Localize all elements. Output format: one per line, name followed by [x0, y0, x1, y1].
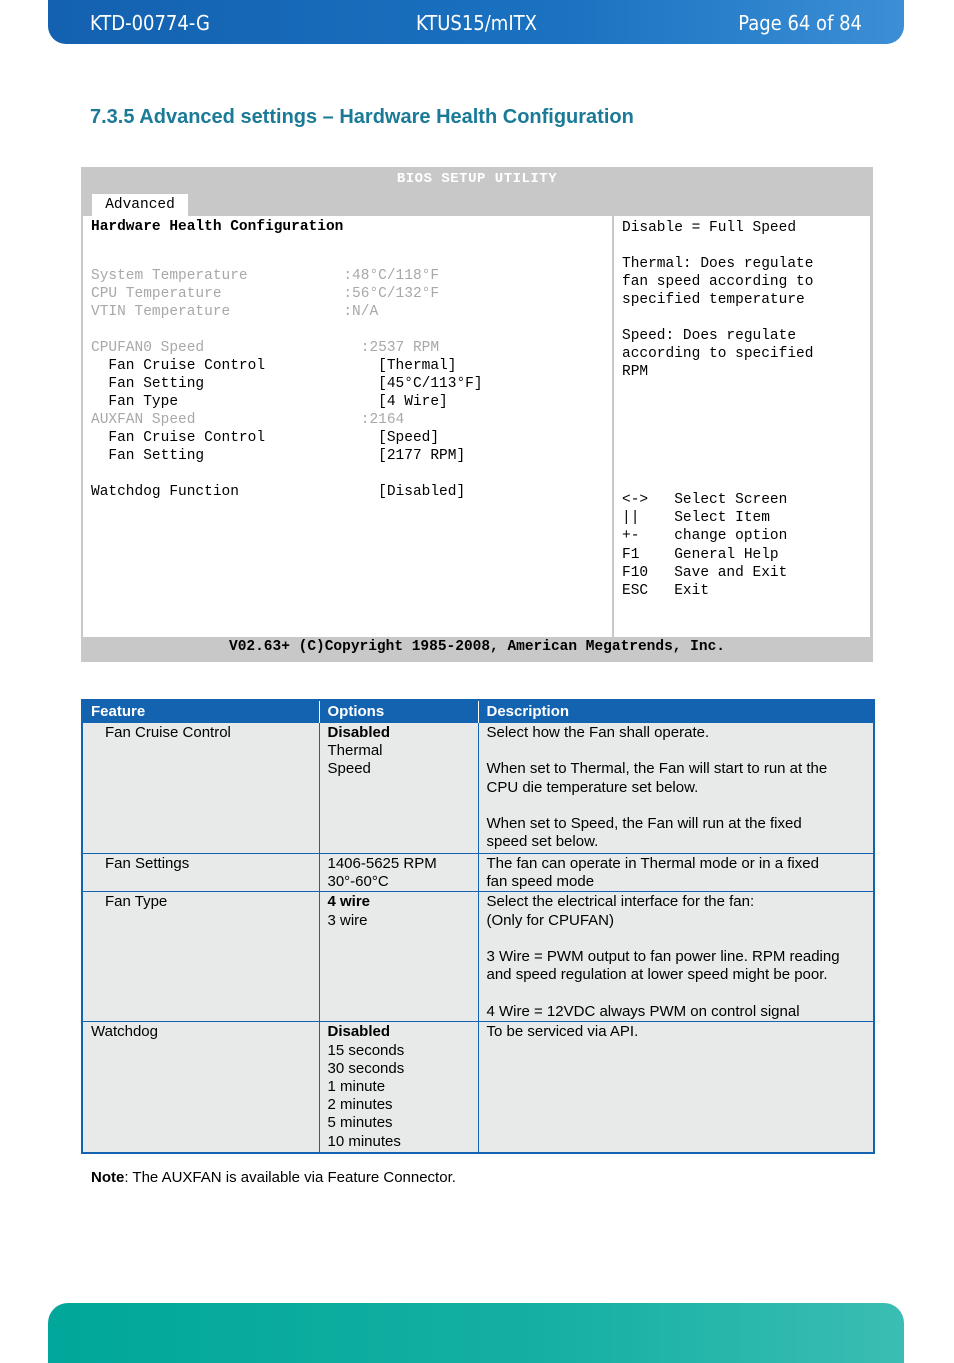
option-value: 5 minutes — [327, 1114, 393, 1132]
description-cell — [478, 1022, 874, 1153]
description-line: speed set below. — [486, 833, 599, 851]
bios-tab-advanced[interactable]: Advanced — [92, 194, 188, 216]
description-line: When set to Speed, the Fan will run at the fixed — [486, 814, 802, 832]
bios-help-line: according to specified — [622, 346, 814, 362]
page-number: Page 64 of 84 — [738, 11, 862, 35]
bios-setting-line[interactable]: Fan Setting [45°C/113°F] — [91, 376, 483, 392]
table-row — [82, 723, 874, 854]
description-line: To be serviced via API. — [486, 1023, 639, 1041]
page-footer-band — [48, 1303, 904, 1363]
bios-help-line: specified temperature — [622, 292, 805, 308]
feature-cell: Fan Type — [82, 892, 319, 1022]
description-line — [487, 930, 866, 948]
option-value: 15 seconds — [327, 1041, 405, 1059]
option-value: 3 wire — [327, 911, 368, 929]
description-line: fan speed mode — [486, 873, 595, 891]
section-title: 7.3.5 Advanced settings – Hardware Health Configuration — [90, 106, 634, 128]
bios-help-line: Speed: Does regulate — [622, 328, 797, 344]
bios-help-line: Disable = Full Speed — [622, 220, 797, 236]
description-cell — [478, 892, 874, 1022]
bios-setting-line: VTIN Temperature :N/A — [91, 304, 379, 320]
bios-copyright: V02.63+ (C)Copyright 1985-2008, American Megatrends, Inc. — [229, 639, 725, 655]
options-cell — [319, 892, 478, 1022]
feature-cell: Watchdog — [82, 1022, 319, 1153]
option-value: 1406-5625 RPM — [327, 855, 437, 872]
description-line: The fan can operate in Thermal mode or in a fixed — [486, 855, 819, 872]
bios-key-hint: || Select Item — [622, 510, 770, 527]
bios-help-line: Thermal: Does regulate — [622, 256, 814, 272]
option-value: 30°-60°C — [327, 873, 389, 891]
description-cell — [478, 854, 874, 892]
bios-setting-line[interactable]: Watchdog Function [Disabled] — [91, 484, 466, 500]
description-line: Select the electrical interface for the fan: — [486, 893, 755, 911]
options-cell — [319, 723, 478, 854]
bios-help-line: fan speed according to — [622, 274, 814, 290]
bios-key-hint: +- change option — [622, 528, 788, 545]
bios-setting-line[interactable]: Fan Setting [2177 RPM] — [91, 448, 466, 464]
bios-panel-title: Hardware Health Configuration — [91, 219, 344, 235]
option-value: 30 seconds — [327, 1059, 405, 1077]
option-value: Disabled — [327, 1023, 391, 1041]
bios-setting-line[interactable]: Fan Cruise Control [Speed] — [91, 430, 440, 446]
note-label: Note — [91, 1169, 125, 1186]
bios-setting-line: CPUFAN0 Speed :2537 RPM — [91, 340, 440, 356]
description-line — [487, 984, 866, 1002]
bios-key-hint: F10 Save and Exit — [622, 564, 788, 581]
description-line: Select how the Fan shall operate. — [486, 724, 710, 741]
doc-id: KTD-00774-G — [90, 11, 210, 35]
bios-title: BIOS SETUP UTILITY — [396, 171, 558, 187]
option-value: 10 minutes — [327, 1132, 401, 1150]
table-row — [82, 1022, 874, 1153]
feature-table — [81, 699, 875, 1154]
bios-main-panel — [83, 216, 612, 637]
description-cell — [478, 723, 874, 854]
feature-cell: Fan Settings — [82, 854, 319, 892]
bios-setting-line[interactable]: Fan Type [4 Wire] — [91, 394, 448, 410]
description-line: 3 Wire = PWM output to fan power line. RPM reading — [486, 948, 840, 965]
bios-help-line: RPM — [622, 364, 649, 380]
page-header — [48, 0, 904, 44]
options-cell — [319, 854, 478, 892]
feature-cell: Fan Cruise Control — [82, 723, 319, 854]
description-line: CPU die temperature set below. — [486, 778, 699, 796]
option-value: 1 minute — [327, 1078, 386, 1096]
bios-screenshot — [81, 167, 873, 662]
column-header-description: Description — [478, 700, 874, 723]
options-cell — [319, 1022, 478, 1153]
column-header-options: Options — [319, 700, 478, 723]
description-line: and speed regulation at lower speed might be poor. — [486, 966, 828, 984]
product-name: KTUS15/mITX — [416, 11, 537, 35]
description-line — [487, 797, 866, 815]
bios-key-hint: <-> Select Screen — [622, 492, 788, 508]
column-header-feature: Feature — [82, 700, 319, 723]
note — [91, 1169, 456, 1186]
bios-setting-line: CPU Temperature :56°C/132°F — [91, 286, 440, 302]
description-line — [487, 742, 866, 760]
note-text: : The AUXFAN is available via Feature Connector. — [124, 1169, 456, 1186]
bios-help-panel — [614, 216, 870, 637]
option-value: Thermal — [327, 742, 383, 760]
bios-setting-line: System Temperature :48°C/118°F — [91, 268, 440, 284]
description-line: 4 Wire = 12VDC always PWM on control signal — [486, 1002, 800, 1020]
table-row — [82, 892, 874, 1022]
option-value: 4 wire — [327, 893, 371, 911]
table-header-row — [82, 700, 874, 723]
option-value: Speed — [327, 760, 371, 778]
table-row — [82, 854, 874, 892]
bios-key-hint: F1 General Help — [622, 546, 779, 563]
description-line: (Only for CPUFAN) — [486, 911, 615, 929]
description-line: When set to Thermal, the Fan will start to run at the — [486, 760, 828, 778]
bios-key-hint: ESC Exit — [622, 583, 710, 599]
option-value: Disabled — [327, 724, 391, 741]
bios-setting-line[interactable]: Fan Cruise Control [Thermal] — [91, 358, 457, 374]
bios-setting-line: AUXFAN Speed :2164 — [91, 412, 405, 428]
option-value: 2 minutes — [327, 1096, 393, 1114]
